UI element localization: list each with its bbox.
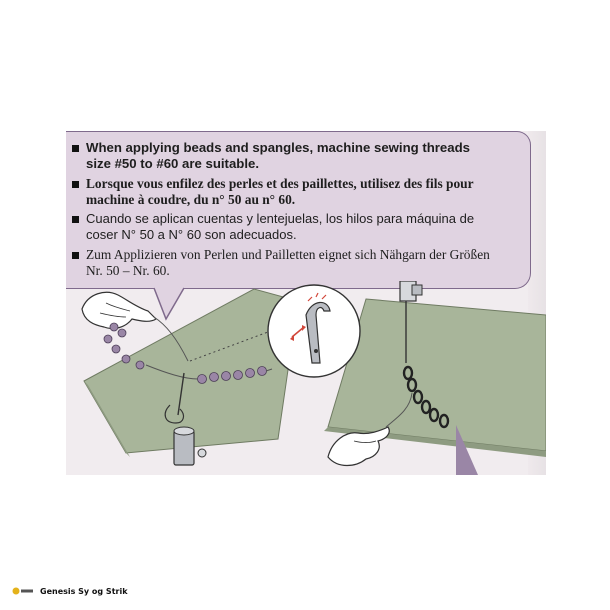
bullet-square-icon [72, 216, 79, 223]
scanned-instruction-sheet [66, 131, 546, 475]
instruction-de-line-1: Zum Applizieren von Perlen und Pailletten eignet sich Nähgarn der Größen [86, 247, 490, 262]
instruction-de-line-2: Nr. 50 – Nr. 60. [86, 263, 170, 278]
instruction-en-line-2: size #50 to #60 are suitable. [86, 156, 259, 171]
hand-icon [328, 427, 389, 466]
instruction-fr-line-1: Lorsque vous enfilez des perles et des paillettes, utilisez des fils pour [86, 176, 474, 191]
bullet-square-icon [72, 181, 79, 188]
footer [12, 584, 128, 598]
bullet-square-icon [72, 252, 79, 259]
sewing-illustration [66, 281, 546, 475]
brand-logo-icon [12, 586, 34, 596]
bullet-square-icon [72, 145, 79, 152]
instruction-en-line-1: When applying beads and spangles, machine sewing threads [86, 140, 470, 155]
hook-needle-icon [268, 285, 360, 377]
hand-icon [82, 292, 156, 328]
instruction-es-line-1: Cuando se aplican cuentas y lentejuelas, los hilos para máquina de [86, 211, 475, 226]
instruction-es [72, 211, 520, 243]
instruction-es-line-2: coser N° 50 a N° 60 son adecuados. [86, 227, 297, 242]
instruction-callout [66, 131, 531, 289]
instruction-de [72, 247, 520, 279]
brand-name: Genesis Sy og Strik [40, 586, 128, 596]
instruction-fr-line-2: machine à coudre, du n° 50 au n° 60. [86, 192, 296, 207]
instruction-fr [72, 176, 520, 208]
instruction-en [72, 140, 520, 172]
